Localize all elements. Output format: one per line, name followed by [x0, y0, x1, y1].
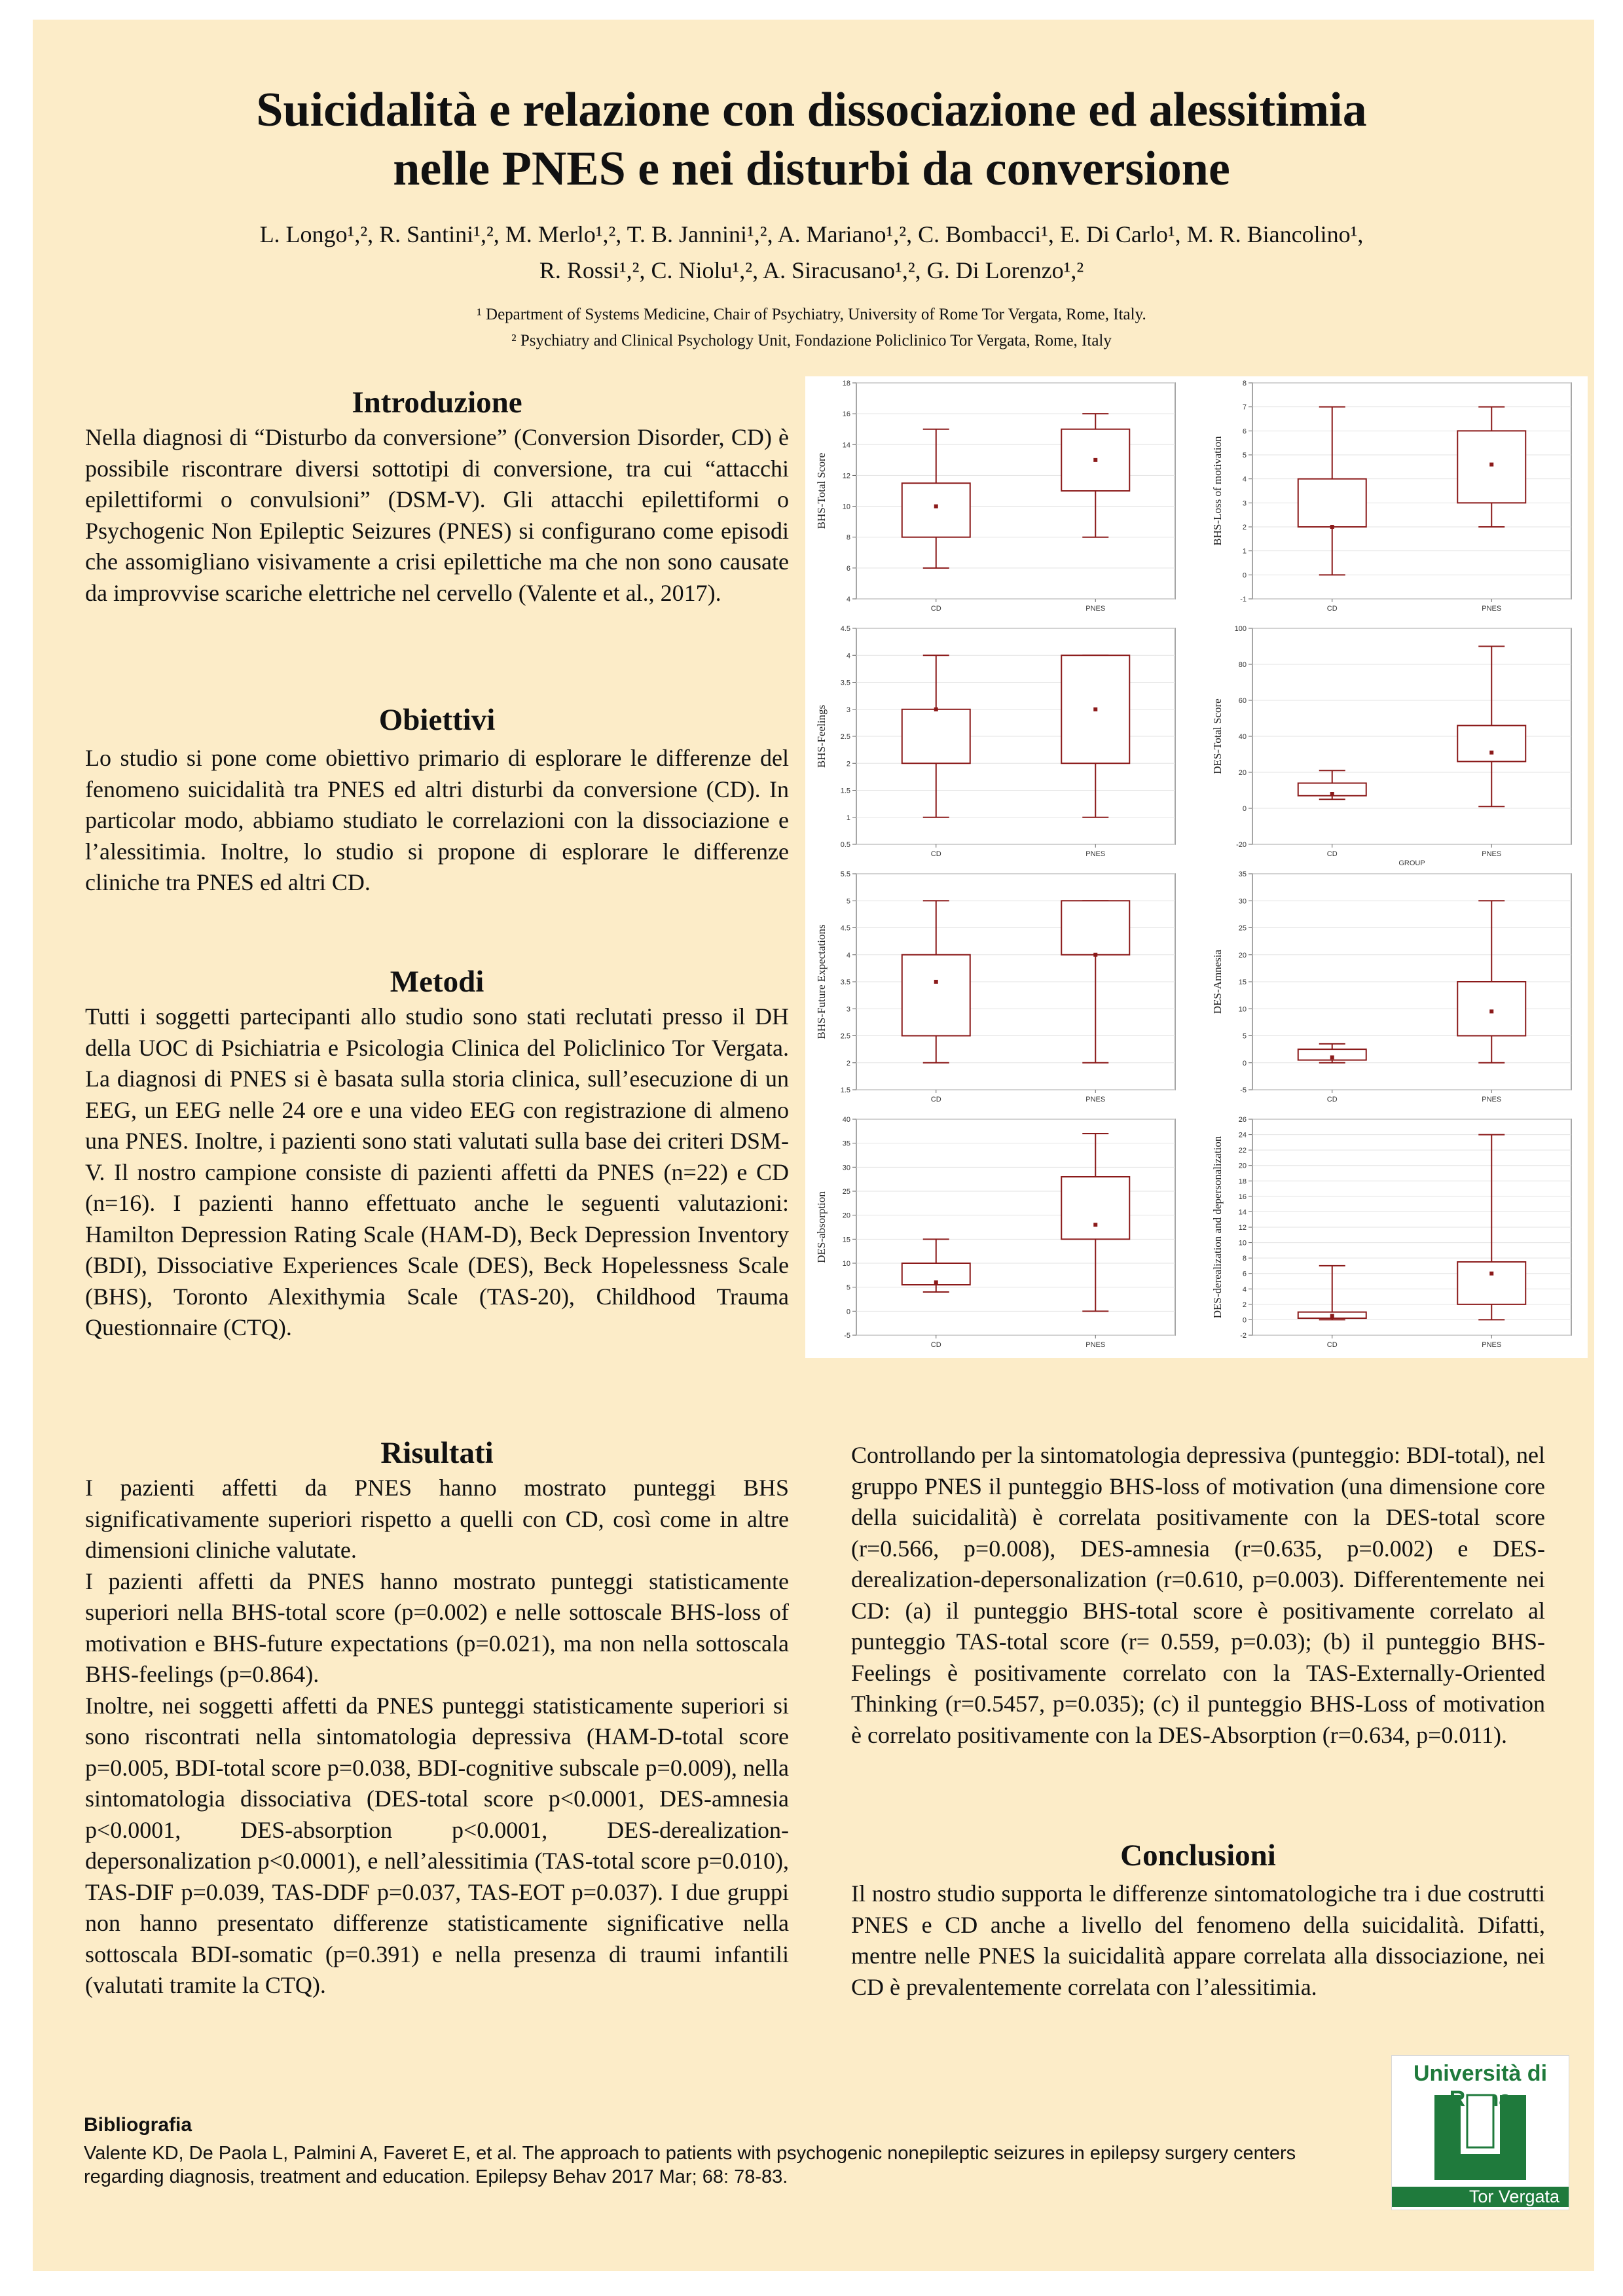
y-tick-label: 60 [1238, 697, 1247, 705]
y-tick-label: 35 [1238, 870, 1247, 878]
y-axis-label: BHS-Total Score [815, 452, 828, 529]
mean-marker [934, 980, 938, 984]
y-tick-label: 2 [1242, 1300, 1247, 1309]
y-tick-label: 0 [1242, 1316, 1247, 1325]
chart-bhs-loss-motivation [1201, 376, 1588, 622]
obiettivi-text: Lo studio si pone come obiettivo primario di esplorare le differenze del fenomeno suicidalità tra PNES ed altri disturbi da conversione (CD). In particolar modo, abbiamo studiato le correlazioni con la dissociazione e l’alessitimia. Inoltre, lo studio si propone di esplorare le differenze cliniche tra PNES ed altri CD. [85, 745, 789, 895]
x-tick-label: PNES [1085, 1341, 1106, 1349]
introduzione-text: Nella diagnosi di “Disturbo da conversione” (Conversion Disorder, CD) è possibile riscontrare diversi sottotipi di conversione, tra cui “attacchi epilettiformi o convulsioni” (DSM-V). Gli attacchi epilettiformi o Psychogenic Non Epileptic Seizures (PNES) si configurano come episodi che assomigliano visivamente a crisi epilettiche ma che non sono causate da improvvise scariche elettriche nel cervello (Valente et al., 2017). [85, 424, 789, 606]
mean-marker [1093, 458, 1097, 462]
x-tick-label: CD [1326, 605, 1338, 613]
y-tick-label: 3.5 [840, 679, 850, 687]
y-tick-label: 10 [1238, 1239, 1247, 1247]
y-tick-label: 10 [842, 503, 850, 511]
y-tick-label: 2.5 [840, 733, 850, 741]
box-iqr [1457, 726, 1525, 762]
mean-marker [1330, 792, 1334, 796]
x-tick-label: CD [1326, 1341, 1338, 1349]
affiliation-line2: ² Psychiatry and Clinical Psychology Unit, Fondazione Policlinico Tor Vergata, Rome, Italy [511, 332, 1112, 350]
y-tick-label: 6 [846, 564, 850, 573]
y-tick-label: 30 [1238, 897, 1247, 906]
y-tick-label: 4 [846, 652, 850, 660]
x-tick-label: CD [930, 1341, 941, 1349]
x-axis-label: GROUP [1398, 859, 1425, 867]
y-tick-label: 15 [842, 1236, 850, 1244]
y-tick-label: 20 [842, 1211, 850, 1220]
mean-marker [934, 505, 938, 509]
boxplot-panel [805, 376, 1588, 1358]
chart-bhs-future [805, 867, 1192, 1113]
conclusioni-text: Il nostro studio supporta le differenze sintomatologiche tra i due costrutti PNES e CD anche a livello del fenomeno della suicidalità. Difatti, mentre nelle PNES la suicidalità appare correlata alla dissociazione, nei CD è prevalentemente correlata con l’alessitimia. [851, 1880, 1545, 2000]
chart-svg-des-total [1201, 622, 1588, 867]
y-tick-label: 7 [1242, 403, 1247, 412]
risultati-paragraph-2: I pazienti affetti da PNES hanno mostrato punteggi statisticamente superiori nella BHS-total score (p=0.002) e nelle sottoscale BHS-loss of motivation e BHS-future expectations (p=0.021), ma non nella sottoscala BHS-feelings (p=0.864). [85, 1568, 789, 1687]
y-tick-label: 8 [1242, 1255, 1247, 1263]
y-tick-label: 5 [846, 897, 850, 906]
y-tick-label: 40 [1238, 733, 1247, 741]
y-tick-label: 1 [1242, 547, 1247, 556]
chart-svg-bhs-total [805, 376, 1192, 622]
bibliography-heading: Bibliografia [84, 2114, 192, 2136]
y-tick-label: 12 [842, 472, 850, 480]
metodi-text: Tutti i soggetti partecipanti allo studio sono stati reclutati presso il DH della UOC di Psichiatria e Psicologia Clinica del Policlinico Tor Vergata. La diagnosi di PNES si è basata sulla storia clinica, sull’esecuzione di un EEG, un EEG nelle 24 ore e una video EEG con registrazione di almeno una PNES. Inoltre, i pazienti sono stati valutati sulla base dei criteri DSM-V. Il nostro campione consiste di pazienti affetti da PNES (n=22) e CD (n=16). I pazienti hanno effettuato anche le seguenti valutazioni: Hamilton Depression Rating Scale (HAM-D), Beck Depression Inventory (BDI), Dissociative Experiences Scale (DES), Beck Hopelessness Scale (BHS), Toronto Alexithymia Scale (TAS-20), Childhood Trauma Questionnaire (CTQ). [85, 1003, 789, 1340]
risultati-paragraph-3: Inoltre, nei soggetti affetti da PNES punteggi statisticamente superiori si sono riscontrati nella sintomatologia depressiva (HAM-D-total score p=0.005, BDI-total score p=0.038, BDI-cognitive subscale p=0.009), nella sintomatologia dissociativa (DES-total score p<0.0001, DES-amnesia p<0.0001, DES-absorption p<0.0001, DES-derealization-depersonalization p<0.0001), e nell’alessitimia (TAS-total score p=0.010), TAS-DIF p=0.039, TAS-DDF p=0.037, TAS-EOT p=0.037). I due gruppi non hanno presentato differenze statisticamente significative nella sottoscala BDI-somatic (p=0.391) e nella presenza di traumi infantili (valutati tramite la CTQ). [85, 1692, 789, 1998]
y-tick-label: 10 [842, 1260, 850, 1268]
y-tick-label: 0 [1242, 805, 1247, 813]
y-tick-label: -1 [1240, 596, 1247, 603]
y-tick-label: 0 [846, 1308, 850, 1316]
poster-title-line2: nelle PNES e nei disturbi da conversione [393, 142, 1230, 196]
y-tick-label: 3 [846, 1005, 850, 1014]
y-tick-label: 2.5 [840, 1032, 850, 1041]
y-tick-label: 1 [846, 814, 850, 822]
y-axis-label: BHS-Loss of motivation [1211, 436, 1224, 546]
y-tick-label: 22 [1238, 1147, 1247, 1155]
y-tick-label: 5.5 [840, 870, 850, 878]
y-tick-label: 3.5 [840, 978, 850, 986]
y-tick-label: 4 [846, 951, 850, 960]
y-tick-label: 24 [1238, 1131, 1247, 1139]
mean-marker [1093, 953, 1097, 957]
y-tick-label: 26 [1238, 1116, 1247, 1124]
y-tick-label: 2 [1242, 524, 1247, 531]
obiettivi-heading: Obiettivi [378, 703, 496, 737]
y-tick-label: 40 [842, 1116, 850, 1124]
mean-marker [1330, 525, 1334, 529]
y-tick-label: 8 [846, 533, 850, 542]
y-tick-label: 25 [1238, 924, 1247, 933]
box-iqr [902, 955, 970, 1036]
y-tick-label: 30 [842, 1164, 850, 1172]
x-tick-label: PNES [1482, 1096, 1502, 1103]
chart-svg-bhs-feelings [805, 622, 1192, 867]
y-tick-label: 100 [1234, 625, 1247, 633]
y-tick-label: 4.5 [840, 924, 850, 933]
y-tick-label: 18 [1238, 1177, 1247, 1186]
mean-marker [934, 1280, 938, 1284]
risultati-text [85, 1473, 789, 2001]
chart-bhs-total [805, 376, 1192, 622]
mean-marker [1330, 1056, 1334, 1060]
y-tick-label: 6 [1242, 1270, 1247, 1278]
x-tick-label: PNES [1085, 850, 1106, 858]
chart-svg-des-amnesia [1201, 867, 1588, 1113]
bibliography-text: Valente KD, De Paola L, Palmini A, Faveret E, et al. The approach to patients with psychogenic nonepileptic seizures in epilepsy surgery centers regarding diagnosis, treatment and education. Epilepsy Behav 2017 Mar; 68: 78-83. [84, 2143, 1296, 2187]
x-tick-label: PNES [1085, 605, 1106, 613]
y-axis-label: BHS-Feelings [815, 704, 828, 768]
box-iqr [1457, 982, 1525, 1036]
conclusioni-heading: Conclusioni [1120, 1839, 1276, 1873]
y-tick-label: 16 [842, 410, 850, 419]
box-iqr [902, 709, 970, 764]
mean-marker [934, 708, 938, 711]
y-tick-label: 16 [1238, 1193, 1247, 1201]
x-tick-label: PNES [1482, 850, 1502, 858]
mean-marker [1489, 1272, 1493, 1276]
mean-marker [1489, 463, 1493, 467]
x-tick-label: CD [930, 1096, 941, 1103]
logo-tor-vergata: Tor Vergata [1468, 2187, 1559, 2206]
mean-marker [1093, 1223, 1097, 1227]
risultati-paragraph-4: Controllando per la sintomatologia depressiva (punteggio: BDI-total), nel gruppo PNES il punteggio BHS-loss of motivation (una dimensione core della suicidalità) è correlata positivamente con la DES-total score (r=0.566, p=0.008), DES-amnesia (r=0.635, p=0.002) e DES-derealization-depersonalization (r=0.610, p=0.003). Differentemente nei CD: (a) il punteggio BHS-total score è positivamente correlato al punteggio TAS-total score (r= 0.559, p=0.03); (b) il punteggio BHS-Feelings è positivamente correlato con la TAS-Externally-Oriented Thinking (r=0.5457, p=0.035); (c) il punteggio BHS-Loss of motivation è correlato positivamente con la DES-Absorption (r=0.634, p=0.011). [851, 1442, 1545, 1748]
box-iqr [902, 483, 970, 537]
chart-svg-bhs-future [805, 867, 1192, 1113]
y-tick-label: 4 [846, 596, 850, 603]
y-tick-label: 15 [1238, 978, 1247, 986]
box-iqr [1457, 431, 1525, 503]
x-tick-label: CD [930, 605, 941, 613]
y-axis-label: BHS-Future Expectations [815, 924, 828, 1039]
y-tick-label: 8 [1242, 380, 1247, 387]
box-iqr [1061, 901, 1129, 955]
y-axis-label: DES-Total Score [1211, 698, 1224, 774]
y-tick-label: 3 [846, 706, 850, 714]
box-iqr [1061, 1177, 1129, 1239]
chart-svg-des-derealization [1201, 1113, 1588, 1358]
y-axis-label: DES-Amnesia [1211, 949, 1224, 1014]
y-tick-label: 10 [1238, 1005, 1247, 1014]
y-tick-label: 5 [1242, 1032, 1247, 1041]
box-iqr [1298, 479, 1366, 527]
poster-title-line1: Suicidalità e relazione con dissociazione ed alessitimia [256, 83, 1367, 137]
y-tick-label: 0 [1242, 571, 1247, 580]
chart-des-derealization [1201, 1113, 1588, 1358]
x-tick-label: CD [930, 850, 941, 858]
mean-marker [1489, 751, 1493, 755]
x-tick-label: PNES [1482, 605, 1502, 613]
y-tick-label: 4.5 [840, 625, 850, 633]
y-tick-label: 14 [1238, 1208, 1247, 1217]
box-iqr [1457, 1262, 1525, 1304]
y-tick-label: 35 [842, 1139, 850, 1148]
y-tick-label: 2 [846, 760, 850, 768]
y-tick-label: -20 [1236, 841, 1247, 849]
mean-marker [1330, 1314, 1334, 1318]
risultati-paragraph-1: I pazienti affetti da PNES hanno mostrato punteggi BHS significativamente superiori rispetto a quelli con CD, così come in altre dimensioni cliniche valutate. [85, 1475, 789, 1563]
y-tick-label: -5 [844, 1332, 850, 1340]
y-tick-label: 5 [1242, 452, 1247, 459]
y-tick-label: 1.5 [840, 787, 850, 795]
chart-des-total [1201, 622, 1588, 867]
chart-bhs-feelings [805, 622, 1192, 867]
y-tick-label: 6 [1242, 427, 1247, 436]
y-tick-label: 18 [842, 380, 850, 387]
x-tick-label: PNES [1085, 1096, 1106, 1103]
y-tick-label: 0 [1242, 1059, 1247, 1067]
y-tick-label: 5 [846, 1283, 850, 1292]
y-axis-label: DES-absorption [815, 1191, 828, 1263]
x-tick-label: CD [1326, 850, 1338, 858]
risultati-heading: Risultati [380, 1436, 494, 1470]
introduzione-heading: Introduzione [352, 386, 522, 420]
affiliation-line1: ¹ Department of Systems Medicine, Chair of Psychiatry, University of Rome Tor Vergata, Rome, Italy. [477, 306, 1146, 323]
x-tick-label: CD [1326, 1096, 1338, 1103]
university-logo [1391, 2055, 1569, 2210]
authors-line1: L. Longo¹,², R. Santini¹,², M. Merlo¹,², T. B. Jannini¹,², A. Mariano¹,², C. Bombacci¹, E. Di Carlo¹, M. R. Biancolino¹, [259, 221, 1364, 247]
y-tick-label: 20 [1238, 951, 1247, 960]
y-tick-label: 4 [1242, 475, 1247, 484]
y-tick-label: 20 [1238, 769, 1247, 777]
mean-marker [1489, 1009, 1493, 1013]
chart-des-amnesia [1201, 867, 1588, 1113]
authors-line2: R. Rossi¹,², C. Niolu¹,², A. Siracusano¹,², G. Di Lorenzo¹,² [539, 257, 1084, 283]
x-tick-label: PNES [1482, 1341, 1502, 1349]
y-tick-label: 12 [1238, 1224, 1247, 1232]
logo-university-name: Università di [1413, 2061, 1548, 2086]
y-tick-label: 3 [1242, 499, 1247, 508]
y-tick-label: 80 [1238, 661, 1247, 669]
chart-des-absorption [805, 1113, 1192, 1358]
metodi-heading: Metodi [390, 965, 484, 999]
y-tick-label: 14 [842, 441, 850, 450]
y-tick-label: -5 [1240, 1086, 1247, 1094]
y-tick-label: 0.5 [840, 841, 850, 849]
y-tick-label: -2 [1240, 1332, 1247, 1340]
logo-emblem-icon [1428, 2092, 1533, 2183]
mean-marker [1093, 708, 1097, 711]
y-tick-label: 20 [1238, 1162, 1247, 1170]
chart-svg-des-absorption [805, 1113, 1192, 1358]
y-tick-label: 25 [842, 1188, 850, 1196]
y-tick-label: 1.5 [840, 1086, 850, 1094]
y-axis-label: DES-derealization and depersonalization [1211, 1136, 1224, 1319]
y-tick-label: 2 [846, 1059, 850, 1067]
chart-svg-bhs-loss-motivation [1201, 376, 1588, 622]
y-tick-label: 4 [1242, 1285, 1247, 1294]
